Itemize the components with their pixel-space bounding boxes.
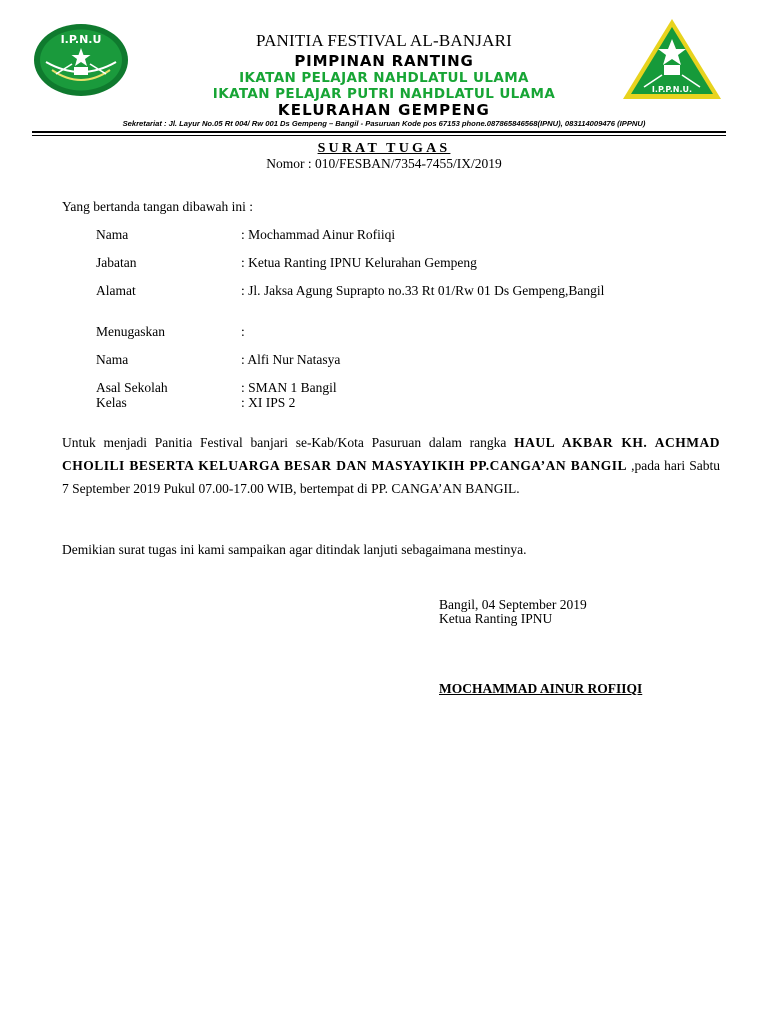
assign-colon: : (241, 324, 245, 339)
intro-text: Yang bertanda tangan dibawah ini : (62, 199, 253, 214)
signer-position-label: Jabatan (96, 255, 137, 270)
header-line-kelurahan: KELURAHAN GEMPENG (277, 101, 491, 119)
assignee-school-label: Asal Sekolah (96, 380, 168, 395)
signer-name-value: : Mochammad Ainur Rofiiqi (241, 227, 396, 242)
ippnu-logo-text: I.P.P.N.U. (651, 85, 693, 94)
header-line-ipnu: IKATAN PELAJAR NAHDLATUL ULAMA (239, 70, 529, 86)
header-line-committee: PANITIA FESTIVAL AL-BANJARI (255, 31, 513, 50)
assignee-school-value: : SMAN 1 Bangil (241, 380, 337, 395)
signer-address-label: Alamat (96, 283, 136, 298)
assignee-class-value: : XI IPS 2 (241, 395, 296, 410)
secretariat-address: Sekretariat : Jl. Layur No.05 Rt 004/ Rw 001 Ds Gempeng – Bangil - Pasuruan Kode pos 67153 phone.087865846568(IPNU), 083114009476 (IPPNU) (122, 119, 646, 128)
ipnu-logo-text: I.P.N.U (60, 33, 102, 46)
signer-position-value: : Ketua Ranting IPNU Kelurahan Gempeng (241, 255, 477, 270)
closing-text: Demikian surat tugas ini kami sampaikan agar ditindak lanjuti sebagaimana mestinya. (62, 542, 527, 557)
letter-number: Nomor : 010/FESBAN/7354-7455/IX/2019 (266, 156, 502, 171)
header-rule-thin (32, 135, 726, 136)
place-date: Bangil, 04 September 2019 (439, 597, 587, 612)
assignee-name-value: : Alfi Nur Natasya (241, 352, 341, 367)
header-line-branch: PIMPINAN RANTING (294, 52, 474, 70)
signature-name: MOCHAMMAD AINUR ROFIIQI (439, 681, 643, 696)
signer-name-label: Nama (96, 227, 129, 242)
header-rule-thick (32, 131, 726, 133)
body-text-end: ,pada hari Sabtu 7 September 2019 Pukul 07.00-17.00 WIB, bertempat di PP. CANGA’AN BANGIL. (62, 458, 720, 496)
header-line-ippnu: IKATAN PELAJAR PUTRI NAHDLATUL ULAMA (212, 86, 556, 102)
assignee-class-label: Kelas (96, 395, 127, 410)
body-text-start: Untuk menjadi Panitia Festival banjari se-Kab/Kota Pasuruan dalam rangka (62, 435, 515, 450)
body-event-name: HAUL AKBAR KH. ACHMAD CHOLILI BESERTA KELUARGA BESAR DAN MASYAYIKIH PP.CANGA’AN BANGIL (62, 435, 721, 473)
signer-position: Ketua Ranting IPNU (439, 611, 553, 626)
signer-address-value: : Jl. Jaksa Agung Suprapto no.33 Rt 01/Rw 01 Ds Gempeng,Bangil (241, 283, 605, 298)
letter-title: SURAT TUGAS (317, 141, 451, 156)
assignee-name-label: Nama (96, 352, 129, 367)
assign-label: Menugaskan (96, 324, 165, 339)
body-paragraph (62, 431, 720, 500)
